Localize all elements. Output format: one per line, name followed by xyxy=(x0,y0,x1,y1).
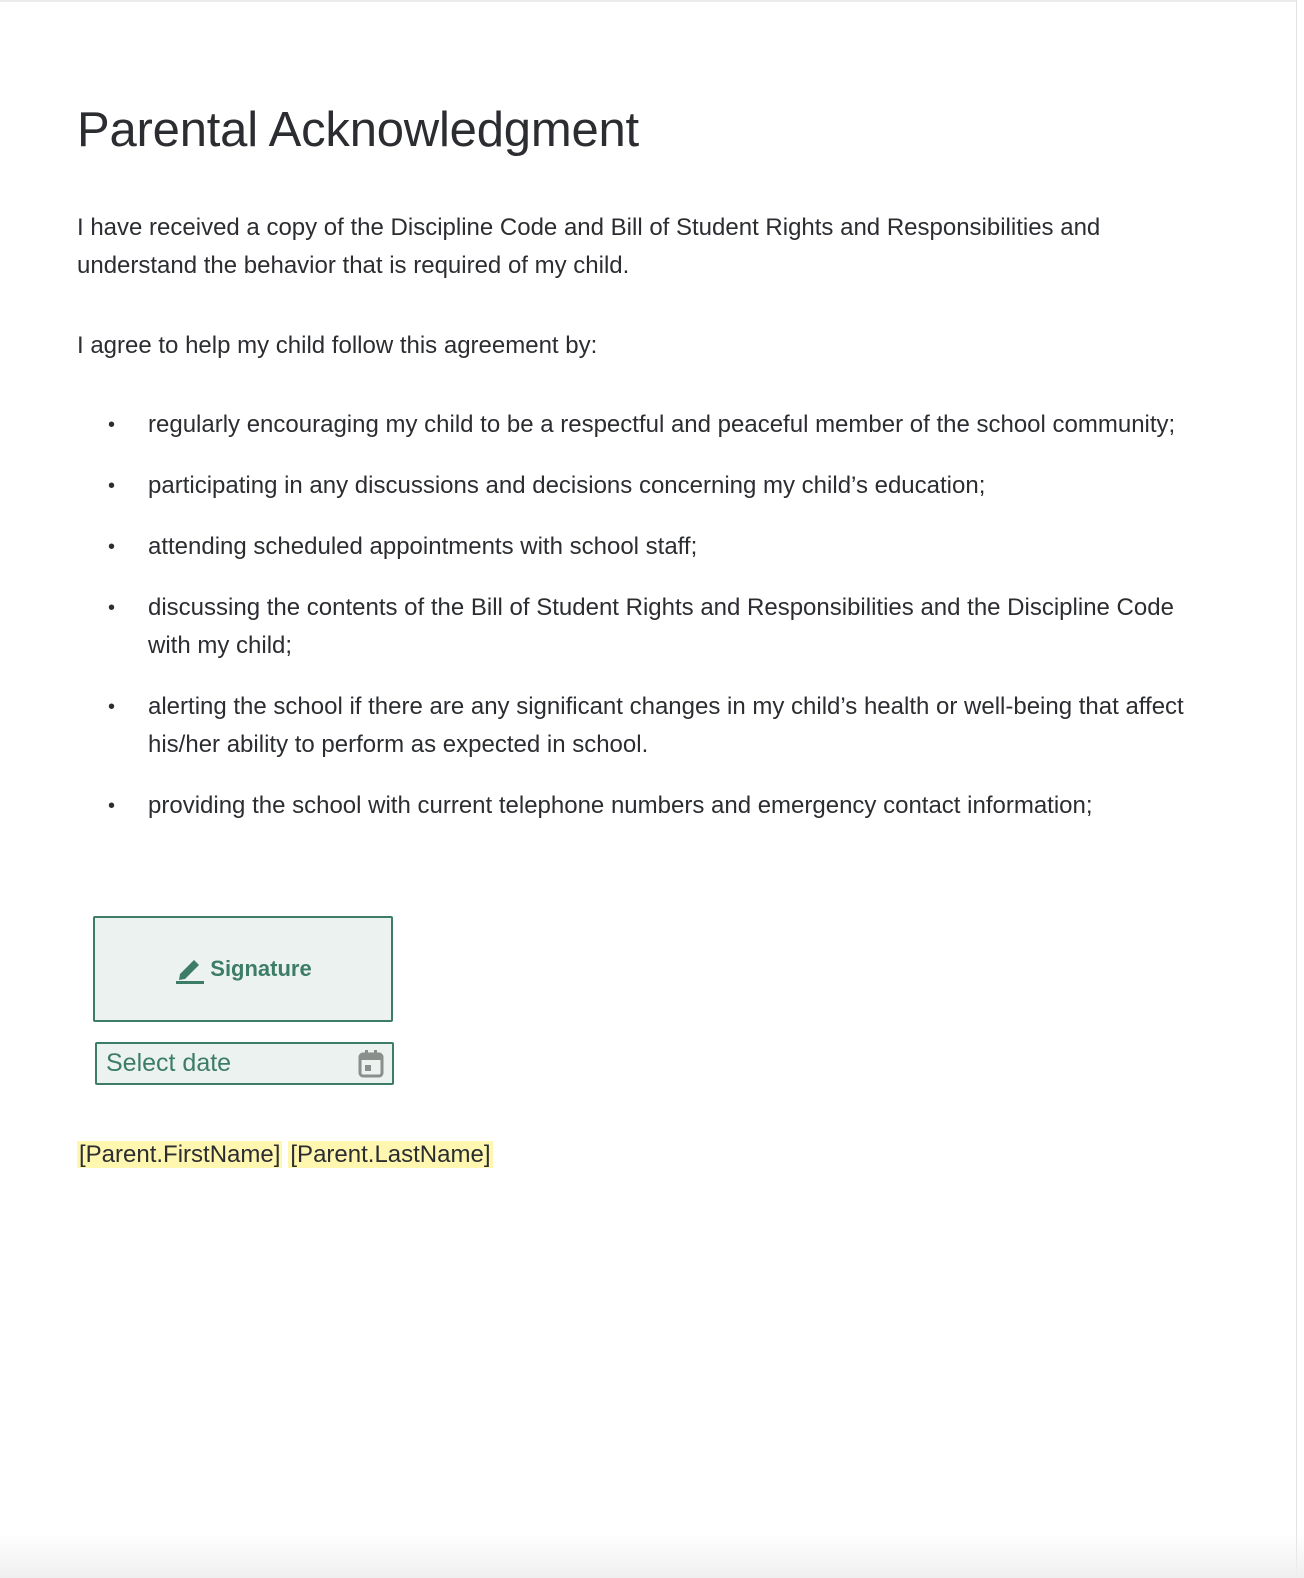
list-item xyxy=(77,589,1207,665)
calendar-icon[interactable] xyxy=(357,1049,385,1079)
bullet: • xyxy=(108,696,116,718)
document-content xyxy=(77,96,1207,848)
list-item xyxy=(77,688,1207,764)
list-item-text: providing the school with current telephone numbers and emergency contact information; xyxy=(148,792,1093,819)
list-item xyxy=(77,406,1207,444)
bullet: • xyxy=(108,597,116,619)
list-item-text: discussing the contents of the Bill of Student Rights and Responsibilities and the Discipline Code with my child; xyxy=(148,594,1174,659)
parent-first-name-field: [Parent.FirstName] xyxy=(79,1141,281,1168)
list-item-text: alerting the school if there are any significant changes in my child’s health or well-being that affect his/her ability to perform as expected in school. xyxy=(148,693,1184,758)
parent-name-fields xyxy=(77,1138,493,1171)
date-input[interactable] xyxy=(95,1042,394,1085)
intro-paragraph: I have received a copy of the Discipline Code and Bill of Student Rights and Responsibilities and understand the behavior that is required of my child. xyxy=(77,214,1101,279)
pen-icon xyxy=(174,953,204,985)
date-placeholder: Select date xyxy=(106,1049,232,1077)
agreement-list xyxy=(77,406,1207,825)
list-item-text: participating in any discussions and decisions concerning my child’s education; xyxy=(148,472,986,499)
signature-field[interactable] xyxy=(93,916,393,1022)
page-title: Parental Acknowledgment xyxy=(77,103,639,157)
list-item xyxy=(77,528,1207,566)
parent-last-name-field: [Parent.LastName] xyxy=(290,1141,491,1168)
bullet: • xyxy=(108,475,116,497)
bullet: • xyxy=(108,536,116,558)
list-item-text: attending scheduled appointments with school staff; xyxy=(148,533,698,560)
bullet: • xyxy=(108,795,116,817)
list-item xyxy=(77,787,1207,825)
list-item-text: regularly encouraging my child to be a respectful and peaceful member of the school community; xyxy=(148,411,1176,438)
signature-label: Signature xyxy=(210,956,312,981)
agreement-lead: I agree to help my child follow this agreement by: xyxy=(77,332,598,359)
signature-button[interactable] xyxy=(174,953,311,985)
list-item xyxy=(77,467,1207,505)
page-bottom-shadow xyxy=(0,1534,1304,1578)
bullet: • xyxy=(108,414,116,436)
page-top-divider xyxy=(0,0,1296,2)
